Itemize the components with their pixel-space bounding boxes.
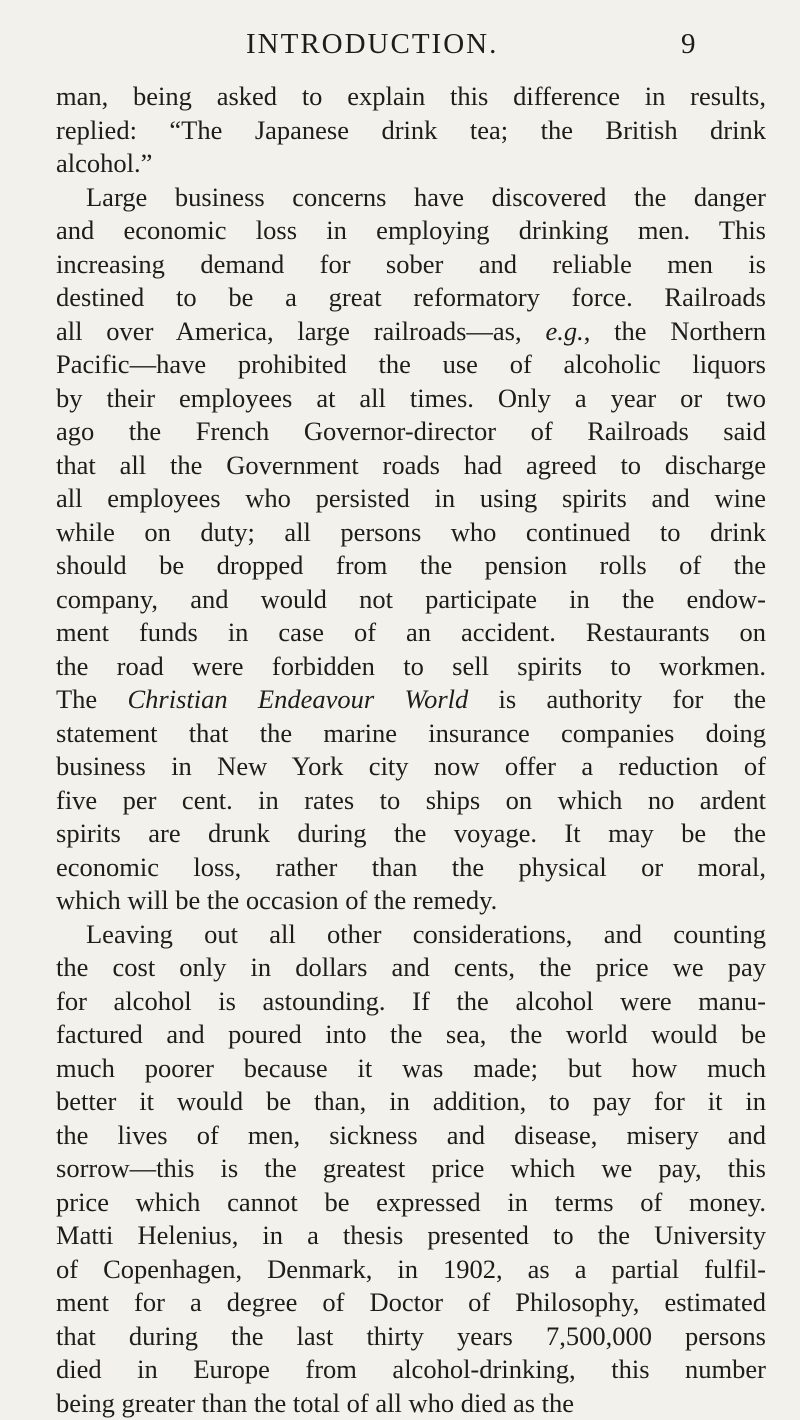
running-head [0,24,800,64]
text-line: spirits are drunk during the voyage. It may be the [56,817,766,851]
text-line: that during the last thirty years 7,500,000 persons [56,1320,766,1354]
text-line: the cost only in dollars and cents, the price we pay [56,951,766,985]
text-line: increasing demand for sober and reliable men is [56,248,766,282]
paragraph [56,181,766,918]
text-line: Leaving out all other considerations, and counting [56,918,766,952]
text-line: being greater than the total of all who died as the [56,1387,766,1420]
text-line: The Christian Endeavour World is authority for the [56,683,766,717]
paragraph [56,80,766,181]
text-line: ment funds in case of an accident. Restaurants on [56,616,766,650]
text-line: Matti Helenius, in a thesis presented to the University [56,1219,766,1253]
text-line: died in Europe from alcohol-drinking, this number [56,1353,766,1387]
text-line: factured and poured into the sea, the world would be [56,1018,766,1052]
text-line: by their employees at all times. Only a year or two [56,382,766,416]
text-line: that all the Government roads had agreed to discharge [56,449,766,483]
text-line: all over America, large railroads—as, e.g., the Northern [56,315,766,349]
text-line: economic loss, rather than the physical or moral, [56,851,766,885]
body-text [56,80,766,1420]
running-title: INTRODUCTION. [246,24,498,64]
text-line: sorrow—this is the greatest price which we pay, this [56,1152,766,1186]
text-line: ment for a degree of Doctor of Philosophy, estimated [56,1286,766,1320]
page-number: 9 [681,24,696,64]
text-line: destined to be a great reformatory force. Railroads [56,281,766,315]
text-line: and economic loss in employing drinking men. This [56,214,766,248]
paragraph [56,918,766,1420]
text-line: much poorer because it was made; but how much [56,1052,766,1086]
text-line: business in New York city now offer a reduction of [56,750,766,784]
text-line: five per cent. in rates to ships on which no ardent [56,784,766,818]
text-line: better it would be than, in addition, to pay for it in [56,1085,766,1119]
text-line: company, and would not participate in the endow- [56,583,766,617]
text-line: man, being asked to explain this difference in results, [56,80,766,114]
text-line: price which cannot be expressed in terms of money. [56,1186,766,1220]
text-line: replied: “The Japanese drink tea; the British drink [56,114,766,148]
text-line: alcohol.” [56,147,766,181]
text-line: the lives of men, sickness and disease, misery and [56,1119,766,1153]
text-line: all employees who persisted in using spirits and wine [56,482,766,516]
text-line: for alcohol is astounding. If the alcohol were manu- [56,985,766,1019]
text-line: Large business concerns have discovered the danger [56,181,766,215]
text-line: ago the French Governor-director of Railroads said [56,415,766,449]
text-line: which will be the occasion of the remedy. [56,884,766,918]
text-line: should be dropped from the pension rolls of the [56,549,766,583]
text-line: the road were forbidden to sell spirits to workmen. [56,650,766,684]
text-line: of Copenhagen, Denmark, in 1902, as a partial fulfil- [56,1253,766,1287]
text-line: statement that the marine insurance companies doing [56,717,766,751]
text-line: while on duty; all persons who continued to drink [56,516,766,550]
text-line: Pacific—have prohibited the use of alcoholic liquors [56,348,766,382]
